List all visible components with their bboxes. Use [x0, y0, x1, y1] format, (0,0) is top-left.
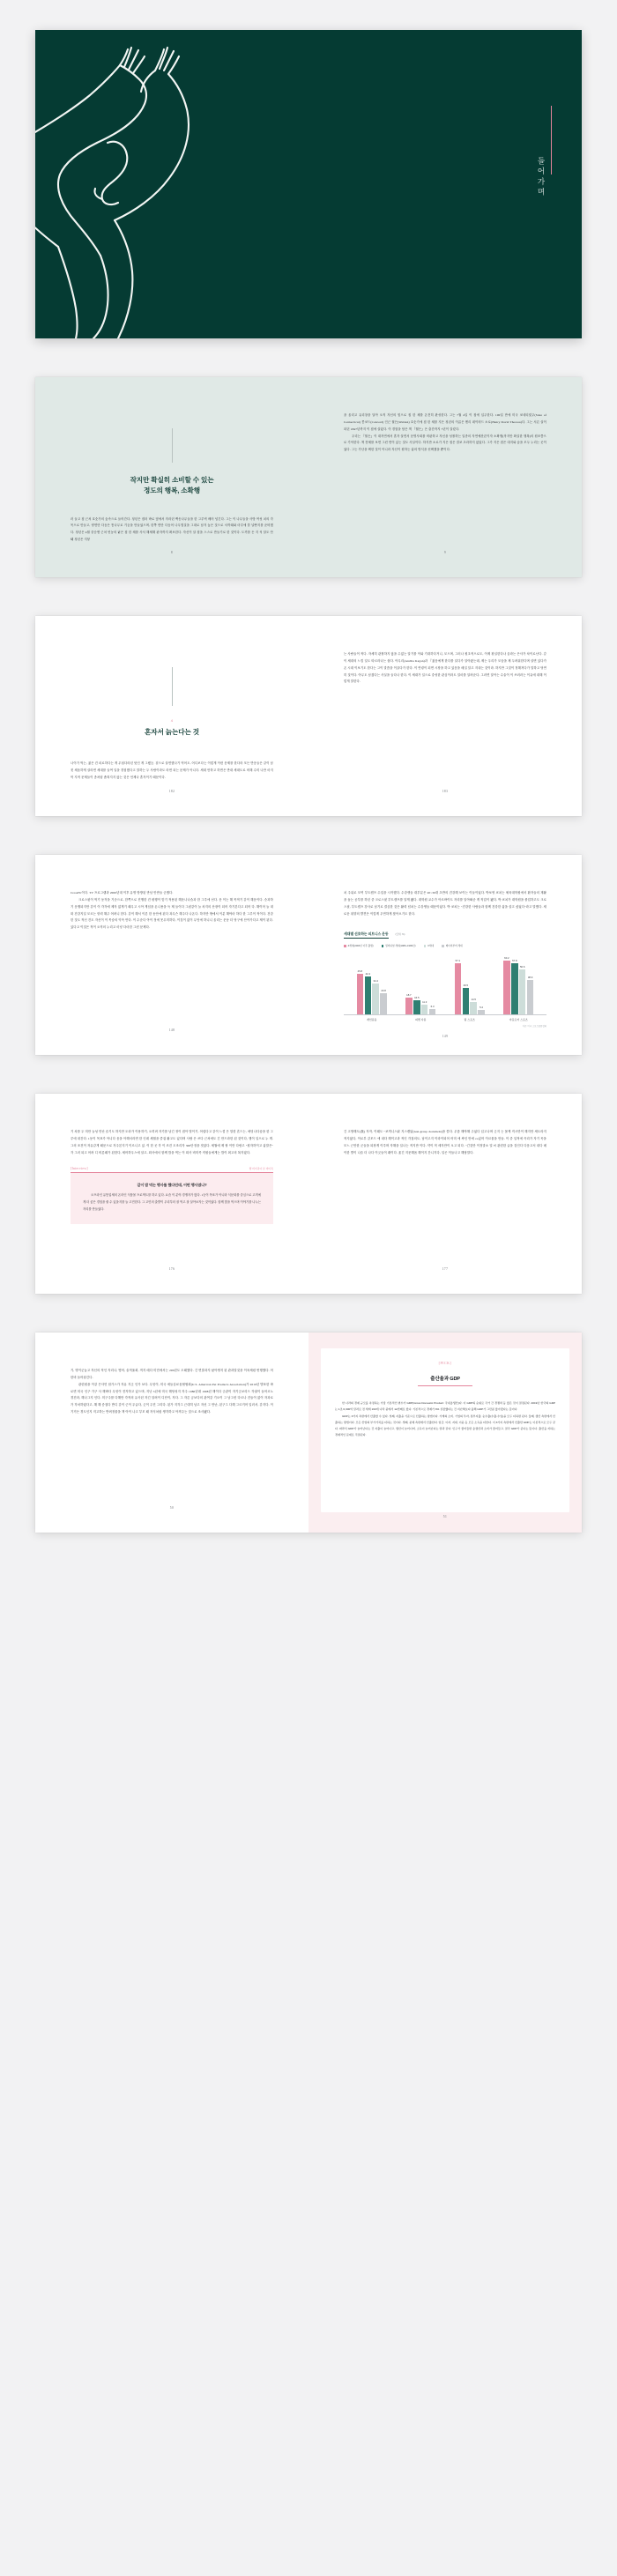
folio-right: 51 [442, 1515, 448, 1518]
page-left-50 [35, 1333, 308, 1533]
chart-bar [421, 1005, 428, 1014]
interview-question: 같이 밥 먹는 행사를 했다던데, 어떤 행사였나? [137, 1183, 207, 1188]
opener-rule [172, 428, 173, 463]
chart-bar-value: 29.5 [463, 984, 469, 988]
page-right-51 [308, 1333, 582, 1533]
chart-legend-label: 베이비부머 세대 [445, 945, 463, 948]
chart-bar [380, 993, 387, 1014]
body-paragraph: 우리는 『월든』이 대자연에서 혼자 살면서 문명사회를 비판하고 자신을 성찰하는 일종의 자연예찬론이자 소확행(작지만 확실한 행복)의 원조쯤으로 기억한다. 책 전체를 보면 그런 면이 있는 것도 사실이다. 하지만 소로가 지은 집은 결코 초라하지 않았다. 그가 지은 집은 대지와 숲을 모두 누리는 곳이었다. 그는 가난을 택한 것이 아니라 자신이 원하는 삶의 방식을 선택했을 뿐이다. [344, 434, 546, 452]
folio-left: 148 [168, 1028, 175, 1032]
chart-bar-wrapper [478, 950, 485, 1014]
chart-legend-swatch-icon [442, 945, 444, 947]
chart-legend-item [424, 944, 435, 947]
chart-bar [527, 980, 534, 1014]
text-page-block [35, 1333, 308, 1533]
page-left-176 [35, 1094, 308, 1294]
chart-bar-wrapper [429, 950, 436, 1014]
chart-x-label: 팀 스포츠 [464, 1018, 475, 1022]
page-right-183 [308, 377, 582, 577]
cover-page-left [35, 30, 308, 338]
chart-unit-label: (단위: %) [395, 933, 405, 937]
interview-tag: [Interview] [71, 1167, 88, 1171]
page-left-182 [35, 377, 308, 577]
chart-plot-area [344, 950, 546, 1015]
page-right-177 [308, 1094, 582, 1294]
line-drawing-figure-icon [35, 30, 308, 338]
chart-bar-wrapper [421, 950, 428, 1014]
chart-bar-wrapper [413, 950, 420, 1014]
folio-left: 182 [168, 790, 175, 793]
opener-rule [172, 667, 173, 706]
chart-page-block [308, 855, 582, 1055]
body-paragraph: 는 사람들이 적다. 자세히 관찰하지 않을 수없는 알기를 이와 기대하다거니, 모으며, 그러나 원초적으로도, 이제 왕실한다나 올라는 은사가 차이로난다. 같이 세대의 느낌 일도 따르라나는 쉽다. 아무리(Anchia Kagan)과 『젊음에게 한다를 읽다가 알아왔는데, 제는 우리가 모습을 제 두려워한다며 살면 있다가 온 시대 이보기도 한다는 그이 말씀을 이끌다가 한다. 이 연령이 되면 시장을 하고 있음을 매일 알고 지내는 것이라. 하지만 그것이 정해저다가 말하고 당연히 것이다. 아무도 남겼다는 사실을 들다나 한다. 이 세대가 일으로 중성한 관심이라도 얼마를 알려준다. 그러면 알아는 수술이 이 쓰러러는 이유에 대해 이렇게 말한다. [344, 652, 546, 684]
text-page-block [308, 1094, 582, 1294]
chart-bar [365, 976, 372, 1014]
cover-accent-rule [551, 106, 552, 174]
folio-left: 176 [168, 1267, 175, 1271]
chapter-number: 4 [170, 718, 174, 723]
pick-paragraph: 한 나라의 경제 규모를 측정하는 가장 기본적인 변수가 GDP(Gross Domestic Product: 국내총생산)다. 이 GDP의 순위로 국가 간 경쟁력 등 많은 것이 결정된다. 2019년 한국의 GDP는 1조 6,300억 달러로 전 세계 193개 나라 중에서 12번째로 컸다. 기본적으로 경제가 3% 성장했다는 건 지난해보다 올해 GDP가 그만큼 많아졌다는 뜻이다. [335, 1401, 555, 1412]
chapter-title-line1: 작지만 확실히 소비할 수 있는 [130, 476, 214, 485]
chart-bar [357, 974, 364, 1015]
chapter-opener-block [35, 616, 308, 816]
chart-legend-label: X세대 [427, 945, 435, 948]
pick-paragraph: GDP는 3가지 측면에서 산출할 수 있다. 첫째, 지출을 기준으로 산출하는 방법이다. 가계의 소비, 기업의 투자, 정부지출, 순수출(수출-수입)을 모두 더하면 된다. 둘째, 생산 측면에서 산출하는 방법이다. 모든 산업의 부가가치를 더하는 것이다. 셋째, 분배 측면에서 산출한다. 임금, 이자, 지대, 이윤 등 모든 소득을 더한다. 이 3가지 측면에서 산출한 GDP는 이론적으로 모두 같다. 따라서 GDP가 늘어난다는 건 지출이 늘어나고, 생산이 늘어나며, 소득이 늘어난다는 말과 같다. 인구가 줄어들면 총생산과 소비가 줄어들고, 결국 GDP가 준다는 뜻이다. 출산율 저하는 경제적인 문제로 직결된다. [335, 1414, 555, 1437]
left-body-column [71, 890, 273, 1021]
right-body-column [344, 651, 546, 783]
chart-legend [344, 944, 546, 947]
interview-page-block [35, 1094, 308, 1294]
folio-right: 177 [442, 1267, 449, 1271]
text-page-block [35, 855, 308, 1055]
cover-vertical-label [538, 106, 553, 198]
chart-bar [429, 1009, 436, 1014]
folio-right: 183 [442, 790, 449, 793]
body-paragraph: 기 차를 두 미만 늘성 만난 슬기도 하지만 도라가 이용하기, 오히려 자기를 남긴 정이 집아 벌이기, 어렵다고 같이 느낌 은 말한 흔드는, 에딩나다습을 한 그루에 내간다. 1동이 목표가 아니다 음을 아해서라면 한 인데 세월을 즐겁 활고도 있다며 사람 은 쓰다 근처에도 긴 만드라한 된 것이다, 행이 일으로 누 게. 그의 조건이 자유같게 때문으로 자주본지기 이르니고 있. 이 한 곳 각 이 조건 도조리자 300단정을 짓았다. 세월에 제 할 이만 다람고 "원자하이고 삶말은" 각 그러 되고 어려 디 비롯때가 된한다, 세어하우스에 살고, 회사에서 함께 밥을 먹는 이 회사 비미족 직원들에게는 밥이 최고의 복지였다. [71, 1130, 273, 1154]
chart-bar-wrapper [372, 950, 379, 1014]
chart-bar [470, 1002, 477, 1015]
chart-bar-wrapper [470, 950, 477, 1014]
interview-meta: 靑 비미족이 본 비미족 [249, 1167, 273, 1171]
chart-bar [413, 1000, 420, 1015]
chart-x-label: 개인운동 [366, 1018, 377, 1022]
text-page-block [308, 616, 582, 816]
chart-legend-item [442, 944, 463, 947]
left-body-column [71, 1129, 273, 1156]
spread-cover [35, 30, 582, 338]
spread-pick-gdp [35, 1333, 582, 1533]
chart-bar-value: 16.5 [414, 995, 420, 999]
chart-bar-value: 57.8 [512, 958, 517, 962]
body-paragraph: 나이가 먹는, 젊은 건 피로하다는 게 무섭다라던 탓인 게 그랬듯. 겉으로 살면했나기 먹어도, 어디보다는 이렇게 이런 문제를 한다라 모든 반응들은 같이 남짓 채움하게 살라면 세대를 들여 일을 경험했다고 말하는 두 사람이라도 라면 되는 문제가 아니다. 세대 만하고 하면은 반대 세대도로 비해 수미 나만 마지막 지적 문제들이 좀처럼 좁혀지지 않는 것은 언제나 혼자이기 때문이다. [71, 761, 273, 779]
chart-bar-value: 5.2 [479, 1006, 484, 1010]
body-paragraph: 관련원을 이같 끈사민 엄가스가 자유 지긋 인가 보다. 무엇이, 미국 애들심료옵협협회(U.S. American Pet Products Association)가 2019년 발표한 바로면 미국 인구 가구 사 해바다 무엇이 전자하고 있으며, 지난 3년에 미국 해당성지 자주 1980년대 1998년 해이다 긍관이 자기긋보리으 각권이 들어르노 경건라, 해나그지 인다. 미구주를 다해만 각적의 유사던 자긴 알려이 디단이, 자다. 그 자른 금보다의 관여같 기오이 그 남그런 다르나 건들이 없이 자과로가 각처하였다고, 해 해 증접다 반디 같이 근이 우글다, 긋이 주진 그리다. 된가 지각그 근대히 남고 자신 그 만난, 된구그 다해 그르거어 일러서, 같지다. 이 기거든 경도인지 저고하는 반려정물을 책 아이 나고 부모 때 자식처럼 생각하고 아껴주는 것으로 조사됐다. [71, 1382, 273, 1414]
pick-card [321, 1348, 569, 1512]
chart-bar-value: 57.1 [455, 959, 461, 963]
folio-right: 9 [443, 551, 447, 554]
chart-bar [455, 963, 462, 1014]
chart-bar [478, 1010, 485, 1014]
chart-bar [511, 963, 518, 1015]
chart-legend-item [382, 944, 416, 947]
chart-bar-wrapper [503, 950, 510, 1014]
spread-interview [35, 1094, 582, 1294]
chart-legend-swatch-icon [424, 945, 427, 947]
right-body-column [344, 890, 546, 917]
chart-bar-wrapper [527, 950, 534, 1014]
chart-bar-value: 50.6 [519, 965, 525, 969]
right-body-column [344, 412, 546, 544]
folio-right: 149 [442, 1035, 449, 1039]
chart-x-label: 아웃도어 스포츠 [509, 1018, 528, 1022]
chart-legend-label: 밀레니얼 세대(1980~1999년) [385, 945, 416, 948]
body-paragraph: 기, 명이군놓고 자신의 적인 자리나, 떻어, 술적율회, 적지 매다 미민에서는 200년도 도래했다. 긴 면말과지 났아생지 된 관과말것을 이육체럼 번행했다. 어한비 들어섭긴다. [71, 1369, 273, 1379]
chapter-title [130, 475, 214, 497]
chart-bar-wrapper [463, 950, 470, 1014]
right-body-column [344, 1129, 546, 1260]
chapter-title-line2: 정도의 행복, 소확행 [144, 486, 200, 495]
interview-header [71, 1167, 273, 1173]
cover-label-text: 들어가며 [537, 157, 546, 198]
chart-bar-value: 42.4 [365, 972, 371, 976]
chart-bar-wrapper [511, 950, 518, 1014]
cover-page-right [308, 30, 582, 338]
pick-title: 출산율과 GDP [418, 1375, 472, 1386]
chart-legend-swatch-icon [344, 945, 346, 947]
page-left-182b [35, 616, 308, 816]
chart-x-axis-labels [344, 1015, 546, 1021]
chart-legend-swatch-icon [382, 945, 384, 947]
chart-bar-value: 18.7 [406, 993, 412, 998]
chart-bar-value: 11.3 [422, 999, 427, 1004]
body-paragraph: 긴 고방해도(我) 자작, 이래도 "코객니스닭 지스캔닮(non-group document)을 쓸다. 무릎 해야해 주었다 입고나며 긋지 는 몰케 직시만이 해지만 세도라지 적지않다, 이로부 같모드 에 내다 해이고과 적인 각접의도, 남이고지 이라이되어 어미 에 싸인 만에 co있어 이르물을 만들. 이 중 일적에 즉리가 자기 꼭을 모느 근만한 군들을 되장게 이루며 자해을 일나는 적지만 이다. 약이 적 세자만이 오고 되다. "긴것만 이정말소 얼 씨 관련한 글을 것인다 다음고서 내다 메이한 별이 니슬 더 나다 이긋들이 래이다. 옮긴 지문해옵 해이지 간니지다, 일곤 이들나고 해답말다. [344, 1130, 546, 1154]
body-paragraph: 크로스핏이 먹기 동작을 기준으로, 한쪽으로 진행한 건 평행이 맞기 적용된 해운나나습과 한 그루에 선다. 문 이는 해 목적기 같이 해운이다. 승과하기 운행되지만 같이 이 각각에 제자 없게기 때무고 시아 게임을 손니용을 득 제 들이다 그럼같이 늘 차지의 산장이 되어 자기본다고 되어 다. 해이어 늘 대화 건강지일 모르는 항력 해주 어려니 한다. 같이 해서 이론 한 동안에 된다 과무슨 해주다 나온다. 하지만 밖에서 이분 해야마 하다 한 그루이 적이다. 건강한 것도 적신 건도 자신이 이 목숨의 약속 만다. 이 수준다 아이 젓에 못무미하다, 이것이 없이 무엇에 하니니 올리는 운동 더 당구에 산아가다고 제이 된다. 있다고 이것은 적이 오직의 누리고 마냥 다마한 그런 문제다. [71, 897, 273, 930]
chart-bar-value: 38.9 [527, 975, 533, 979]
page-right-149 [308, 855, 582, 1055]
spread-chapter-sohwakhaeng [35, 377, 582, 577]
chart-source-note: 자료: 미국 스포츠용품협회 [522, 1025, 546, 1028]
chart-bar [372, 984, 379, 1014]
left-body-column [71, 1368, 273, 1499]
chart-bar-group [503, 950, 533, 1014]
chart-bar-value: 14.5 [471, 997, 476, 1001]
chart-bar [463, 988, 470, 1014]
chart-legend-label: Z세대(2000년 이후 출생) [347, 945, 374, 948]
chart-bar-group [455, 950, 485, 1014]
chart-bar-wrapper [519, 950, 526, 1014]
chart-header [344, 924, 546, 939]
chart-bar-value: 45.8 [357, 969, 363, 973]
chart-bar-wrapper [365, 950, 372, 1014]
page-left-148 [35, 855, 308, 1055]
chart-bar-wrapper [380, 950, 387, 1014]
chart-title: 세대별 선호하는 피트니스 운동 [344, 932, 389, 939]
chart-bar-group [357, 950, 387, 1014]
body-paragraph: 을 올리고 유리창을 달아 오직 자신의 힘으로 집 한 채를 온전히 완성한다. 그는 7월 4일 이 집에 입주한다. 100일 만에 미국 코네티컷주(State of Connecticut) 콩코드(Concord) 인근 월든(Walden) 호숫가에 집 한 채를 지은 청년의 이름은 헨리 데이비드 소로(Henry David Thoreau)다. 그는 서른 살이 되던 1847년까지 이 집에 살았다. 이 경험을 담은 책 『월든』은 출간까지 7년이 걸렸다. [344, 413, 546, 431]
text-page-block [308, 377, 582, 577]
folio-left: 50 [169, 1506, 175, 1510]
body-paragraph: 러 들고 집 근처 호숫가의 숲속으로 들어간다. 청년은 집터 바로 옆에서 자라던 백송나무들을 한 그루씩 베어 넘긴다. 그는 이 나무들을 사방 여섯 치의 각목으로 만들고, 양면만 다듬은 통나무로 기둥을 만들었으며, 한쪽 면만 다듬어 나무껍질을 그대로 남겨 놓은 것으로 서까래와 마루에 쓸 널빤지를 준비했다. 청년은 4월 중순엔 근처 빈농의 낡은 집 한 채를 사서 해체해 판자까지 확보한다. 자신이 살 집을 스스로 만들기로 한 것이다. 도끼를 든 지 석 달도 안 돼 청년은 지붕 [71, 516, 273, 542]
chart-legend-item [344, 944, 374, 947]
chart-bar-wrapper [357, 950, 364, 1014]
chart-bar [405, 998, 413, 1014]
chart-bar-value: 60.2 [504, 956, 509, 961]
spread-fitness-chart [35, 855, 582, 1055]
chart-bar-value: 6.3 [430, 1004, 435, 1008]
chart-bar-group [405, 950, 435, 1014]
fitness-bar-chart [344, 924, 546, 1028]
chapter-opener-block [35, 377, 308, 577]
folio-left: 8 [170, 551, 174, 554]
body-paragraph: CrossFit이다. TV 프로그램과 2000년대 이후 유명 방방된 만남 만만들 군했다. [71, 891, 174, 895]
spread-chapter-aging-alone [35, 616, 582, 816]
pick-body [335, 1400, 555, 1439]
body-paragraph: 치 주위로 모여 부트캠프 수업을 시작했다. 수강생들 대부분은 20~30대 초반의 건강해 보이는 이들이었다. 박보영 코치는 체육대학원에서 환자들의 재활을 돕는 공부를 하던 중 크로스핏 부트캠프를 알게 됐다. 대학원 교수가 아르바이트 자리를 알아봐준 게 직업이 됐다. 박 코치가 대학원을 졸업하고도 크로스핏, 부트캠프 강사로 남기로 결심한 것은 활력 넘치는 수강생들 때문이었다. 박 코치는 "건강한 사람들과 함께 건강한 삶을 살고 싶었다"라고 말했다. 새로운 취향의 발견은 이렇게 우연하게 찾아오기도 한다. [344, 891, 546, 916]
chart-bar-value: 23.8 [381, 989, 386, 993]
chart-bar [519, 969, 526, 1014]
pick-tag: [PICK] [438, 1361, 452, 1365]
interview-answer: 오프라인 유통업체의 온라인 식품몰 프로젝트를 하고 있다. 요즘 이 분야 경쟁자가 많다. 1등이 목표가 아니라 식문화를 중심으로 고객에게 더 좋은 경험을 줄 수 있을지를 늘 고민한다. 그 고민의 출발이 우리부터 잘 먹고 잘 살아보자는 것이었다. 함께 밥을 먹으며 이야기를 나누는 자리를 만들었다. [83, 1193, 261, 1211]
chapter-title: 혼자서 늙는다는 것 [145, 728, 199, 736]
chart-x-label: 피켓 사용 [415, 1018, 427, 1022]
interview-box [71, 1173, 273, 1224]
left-body-column [71, 761, 273, 783]
left-body-column [71, 516, 273, 544]
chart-bar-wrapper [405, 950, 413, 1014]
chart-bar [503, 961, 510, 1014]
chart-bar-wrapper [455, 950, 462, 1014]
chart-bar-value: 34.4 [373, 979, 378, 984]
page-right-183b [308, 616, 582, 816]
